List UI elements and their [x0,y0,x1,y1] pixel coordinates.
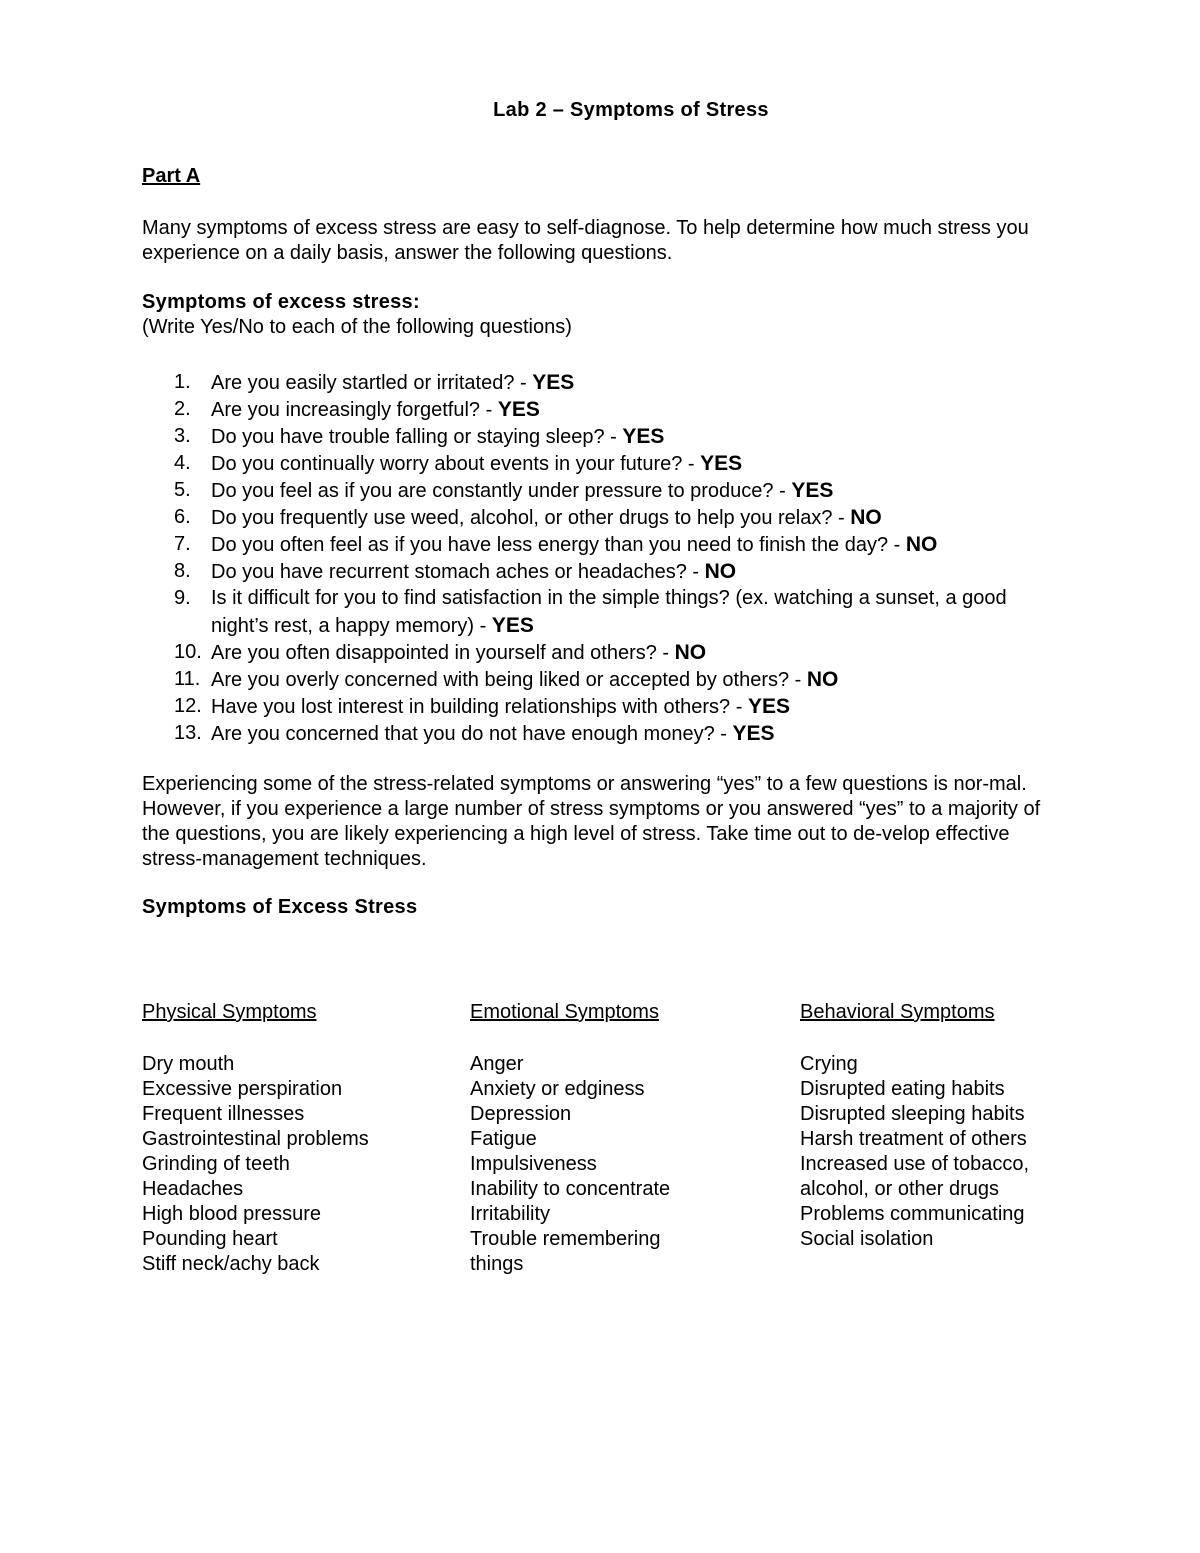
question-number: 10. [174,641,202,663]
question-text [211,396,1051,424]
question-prompt: Do you feel as if you are constantly under pressure to produce? - [211,480,792,502]
symptom-item: Pounding heart [142,1228,278,1250]
question-answer: YES [747,695,790,718]
question-prompt: Is it difficult for you to find satisfaction in the simple things? (ex. watching a sunset, a good night’s rest, a happy memory) - [211,587,1007,637]
intro-paragraph: Many symptoms of excess stress are easy to self-diagnose. To help determine how much stress you experience on a daily basis, answer the following questions. [142,217,1029,264]
symptom-item: Trouble remembering [470,1228,661,1250]
question-text [211,585,1051,640]
question-number: 9. [174,587,191,609]
question-answer: YES [491,614,534,637]
question-text [211,477,1051,505]
symptom-item: alcohol, or other drugs [800,1178,1000,1200]
symptom-item: Inability to concentrate [470,1178,671,1200]
question-text [211,666,1051,694]
symptom-item: Depression [470,1103,572,1125]
physical-symptoms-column [142,1000,442,1277]
question-number: 7. [174,533,191,555]
question-number: 3. [174,425,191,447]
question-prompt: Do you often feel as if you have less energy than you need to finish the day? - [211,534,906,556]
question-prompt: Do you have trouble falling or staying sleep? - [211,426,623,448]
symptom-item: things [470,1253,524,1275]
symptom-item: Harsh treatment of others [800,1128,1027,1150]
symptom-item: Excessive perspiration [142,1078,343,1100]
symptom-item: Irritability [470,1203,551,1225]
question-text [211,450,1051,478]
symptom-item: Crying [800,1053,858,1075]
symptom-item: Frequent illnesses [142,1103,305,1125]
question-answer: YES [700,452,743,475]
column-heading: Physical Symptoms [142,1001,317,1023]
question-answer: NO [674,641,707,664]
question-prompt: Do you continually worry about events in your future? - [211,453,701,475]
question-prompt: Are you often disappointed in yourself and others? - [211,642,675,664]
question-text [211,720,1051,748]
question-text [211,423,1051,451]
column-heading: Behavioral Symptoms [800,1001,995,1023]
question-number: 5. [174,479,191,501]
symptom-item: Impulsiveness [470,1153,597,1175]
question-answer: NO [806,668,839,691]
closing-paragraph: Experiencing some of the stress-related symptoms or answering “yes” to a few questions is nor-mal. However, if you experience a large number of stress symptoms or you answered “yes” to a majority of the questions, you are likely experiencing a high level of stress. Take time out to de-velop effective stress-management techniques. [142,773,1041,870]
symptom-item: Anger [470,1053,524,1075]
question-answer: YES [622,425,665,448]
question-number: 1. [174,371,191,393]
column-heading: Emotional Symptoms [470,1001,659,1023]
part-heading: Part A [142,165,201,187]
symptom-item: Anxiety or edginess [470,1078,645,1100]
question-text [211,504,1051,532]
question-answer: YES [532,371,575,394]
question-text [211,639,1051,667]
excess-stress-heading: Symptoms of Excess Stress [142,896,418,918]
question-number: 2. [174,398,191,420]
symptom-item: High blood pressure [142,1203,321,1225]
instructions-text: (Write Yes/No to each of the following questions) [142,316,572,338]
question-prompt: Are you easily startled or irritated? - [211,372,533,394]
question-answer: NO [850,506,882,529]
question-prompt: Do you have recurrent stomach aches or headaches? - [211,561,705,583]
question-number: 8. [174,560,191,582]
symptom-item: Fatigue [470,1128,537,1150]
symptom-item: Gastrointestinal problems [142,1128,369,1150]
question-text [211,369,1051,397]
question-number: 6. [174,506,191,528]
question-answer: NO [704,560,737,583]
question-answer: NO [905,533,938,556]
symptom-item: Increased use of tobacco, [800,1153,1030,1175]
question-answer: YES [791,479,834,502]
symptom-item: Problems communicating [800,1203,1025,1225]
question-text [211,693,1051,721]
symptom-item: Disrupted eating habits [800,1078,1005,1100]
question-number: 4. [174,452,191,474]
question-prompt: Are you overly concerned with being liked or accepted by others? - [211,669,807,691]
question-prompt: Do you frequently use weed, alcohol, or other drugs to help you relax? - [211,507,851,529]
behavioral-symptoms-column [800,1000,1100,1252]
symptoms-heading: Symptoms of excess stress: [142,291,420,313]
symptom-item: Dry mouth [142,1053,235,1075]
question-number: 11. [174,668,201,690]
emotional-symptoms-column [470,1000,770,1277]
symptom-item: Stiff neck/achy back [142,1253,320,1275]
question-prompt: Have you lost interest in building relationships with others? - [211,696,748,718]
symptom-item: Headaches [142,1178,244,1200]
question-prompt: Are you concerned that you do not have enough money? - [211,723,733,745]
symptom-item: Disrupted sleeping habits [800,1103,1025,1125]
question-text [211,531,1051,559]
question-answer: YES [497,398,540,421]
symptom-item: Social isolation [800,1228,934,1250]
document-title: Lab 2 – Symptoms of Stress [493,99,769,121]
question-answer: YES [732,722,775,745]
question-prompt: Are you increasingly forgetful? - [211,399,498,421]
symptom-item: Grinding of teeth [142,1153,290,1175]
question-number: 13. [174,722,202,744]
question-text [211,558,1051,586]
question-number: 12. [174,695,202,717]
